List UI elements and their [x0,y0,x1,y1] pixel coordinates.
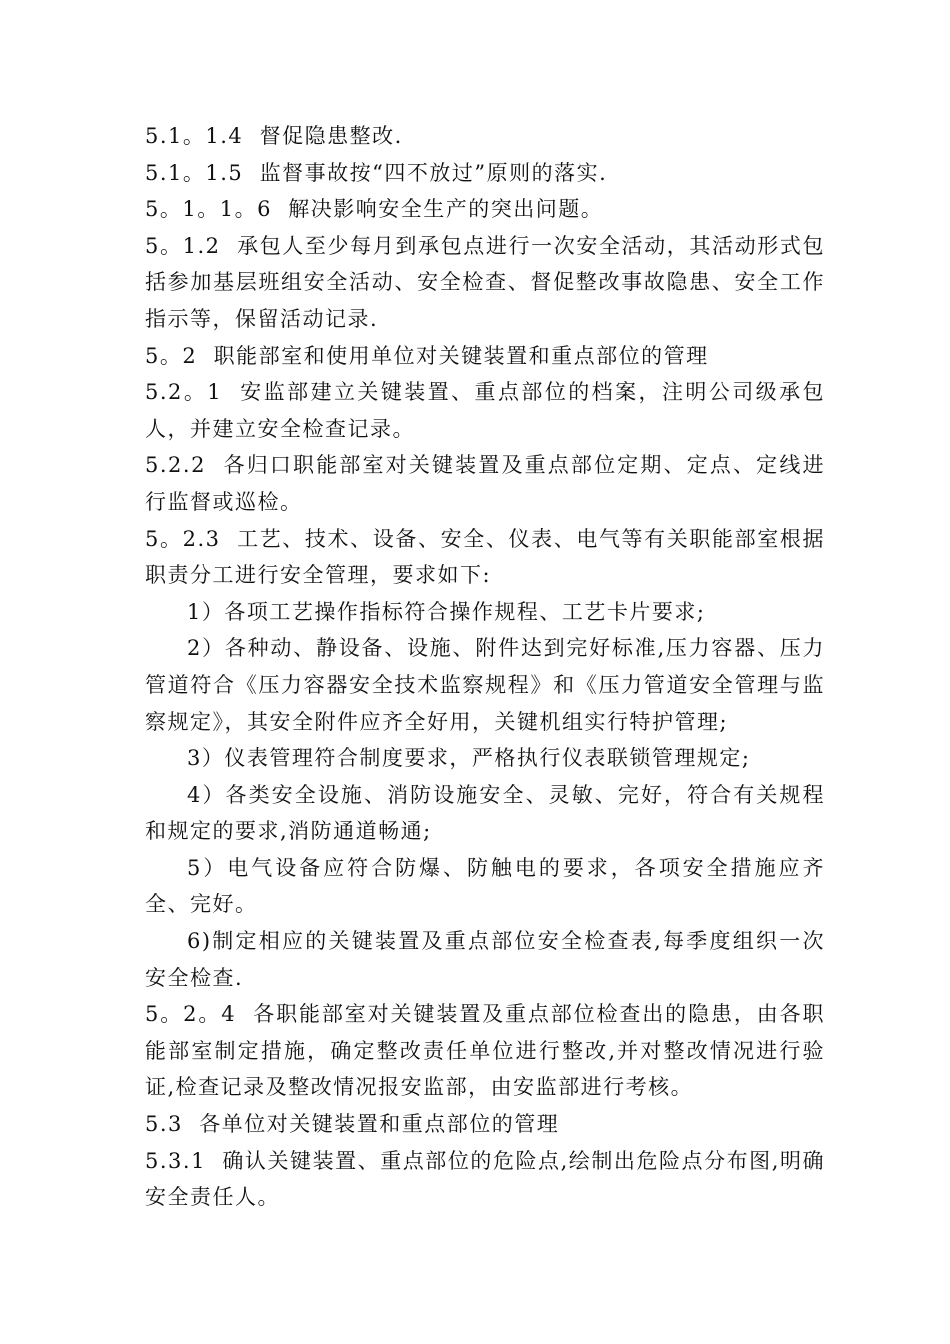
paragraph-5-2-4: 5。2。4 各职能部室对关键装置及重点部位检查出的隐患，由各职能部室制定措施，确定整改责任单位进行整改,并对整改情况进行验证,检查记录及整改情况报安监部，由安监部进行考核。 [145,1002,825,1100]
list-item-3: 3）仪表管理符合制度要求，严格执行仪表联锁管理规定; [187,746,751,771]
list-item-4: 4）各类安全设施、消防设施安全、灵敏、完好，符合有关规程和规定的要求,消防通道畅通; [145,782,825,844]
document-body [145,118,825,1216]
paragraph-5-1-2: 5。1.2 承包人至少每月到承包点进行一次安全活动，其活动形式包括参加基层班组安全活动、安全检查、督促整改事故隐患、安全工作指示等，保留活动记录. [145,233,825,331]
list-item-2: 2）各种动、静设备、设施、附件达到完好标准,压力容器、压力管道符合《压力容器安全技术监察规程》和《压力管道安全管理与监察规定》，其安全附件应齐全好用，关键机组实行特护管理; [145,636,825,734]
list-item-6: 6)制定相应的关键装置及重点部位安全检查表,每季度组织一次安全检查. [145,929,825,990]
section-heading-5-2: 5。2 职能部室和使用单位对关键装置和重点部位的管理 [145,343,709,368]
paragraph-5-2-2: 5.2.2 各归口职能部室对关键装置及重点部位定期、定点、定线进行监督或巡检。 [145,453,825,514]
list-item-5: 5）电气设备应符合防爆、防触电的要求，各项安全措施应齐全、完好。 [145,855,825,917]
paragraph-5-1-1-5: 5.1。1.5 监督事故按“四不放过”原则的落实. [145,160,608,185]
list-item-1: 1）各项工艺操作指标符合操作规程、工艺卡片要求; [187,599,706,624]
paragraph-5-2-1: 5.2。1 安监部建立关键装置、重点部位的档案，注明公司级承包人，并建立安全检查记录。 [145,380,825,441]
paragraph-5-2-3: 5。2.3 工艺、技术、设备、安全、仪表、电气等有关职能部室根据职责分工进行安全管理，要求如下: [145,526,825,588]
paragraph-5-1-1-6: 5。1。1。6 解决影响安全生产的突出问题。 [145,197,604,222]
paragraph-5-1-1-4: 5.1。1.4 督促隐患整改. [145,124,403,148]
paragraph-5-3-1: 5.3.1 确认关键装置、重点部位的危险点,绘制出危险点分布图,明确安全责任人。 [145,1148,825,1210]
section-heading-5-3: 5.3 各单位对关键装置和重点部位的管理 [145,1112,560,1137]
